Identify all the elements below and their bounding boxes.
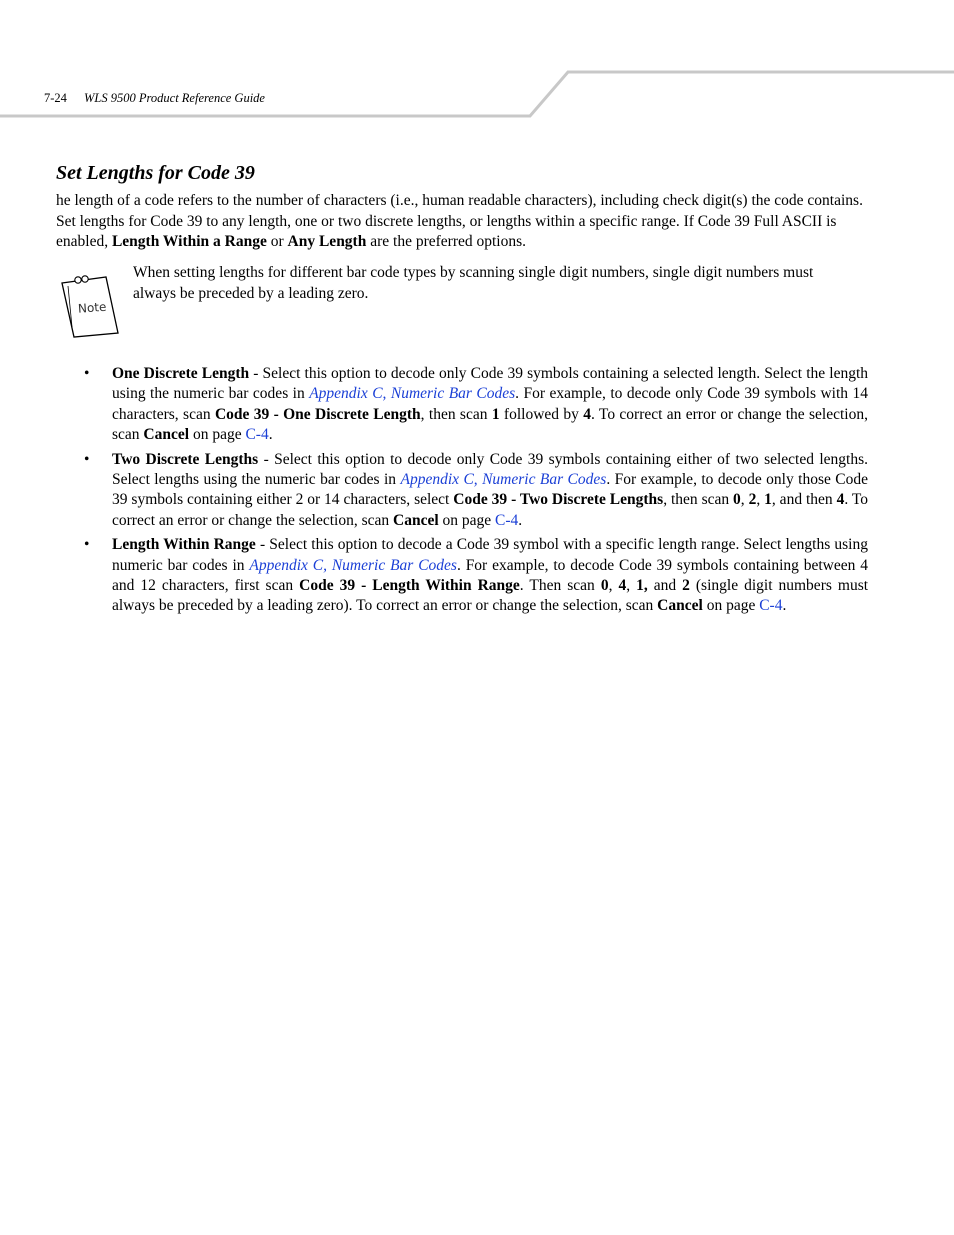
bullet-marker: • — [84, 450, 90, 468]
bullet-marker: • — [84, 365, 90, 382]
appendix-link[interactable]: Appendix C, Numeric Bar Codes — [249, 556, 457, 574]
list-item: • Two Discrete Lengths - Select this option to decode only Code 39 symbols containing either of two selected lengths. Select lengths using the numeric bar codes in Appendix C, Numeric Bar Codes. For example, to decode only those Code 39 symbols containing either 2 or 14 characters, select Code 39 - Two Discrete Lengths, then scan 0, 2, 1, and then 4. To correct an error or change the selection, scan Cancel on page C-4. — [84, 450, 869, 529]
bullet-marker: • — [84, 536, 90, 554]
note-icon-label: Note — [77, 299, 107, 316]
section-title: Set Lengths for Code 39 — [56, 162, 255, 184]
header-rule — [0, 0, 954, 130]
appendix-link[interactable]: Appendix C, Numeric Bar Codes — [309, 385, 516, 403]
page-number: 7-24 — [44, 91, 67, 105]
appendix-link[interactable]: Appendix C, Numeric Bar Codes — [400, 470, 607, 488]
note-text: When setting lengths for different bar code types by scanning single digit numbers, single digit numbers must always be preceded by a leading zero. — [133, 264, 814, 302]
note-icon — [58, 271, 122, 341]
page-link[interactable]: C-4 — [759, 597, 783, 615]
intro-paragraph: he length of a code refers to the number of characters (i.e., human readable characters), including check digit(s) the code contains. Set lengths for Code 39 to any length, one or two discrete lengths, or lengths within a specific range. If Code 39 Full ASCII is enabled, Length Within a Range or Any Length are the preferred options. — [56, 192, 863, 250]
guide-title: WLS 9500 Product Reference Guide — [84, 91, 265, 105]
option-list — [84, 364, 868, 621]
list-item: • One Discrete Length - Select this option to decode only Code 39 symbols containing a selected length. Select the length using the numeric bar codes in Appendix C, Numeric Bar Codes. For example, to decode only Code 39 symbols with 14 characters, scan Code 39 - One Discrete Length, then scan 1 followed by 4. To correct an error or change the selection, scan Cancel on page C-4. — [84, 365, 869, 443]
page-link[interactable]: C-4 — [245, 425, 269, 443]
page-link[interactable]: C-4 — [495, 511, 519, 529]
list-item: • Length Within Range - Select this option to decode a Code 39 symbol with a specific length range. Select lengths using numeric bar codes in Appendix C, Numeric Bar Codes. For example, to decode Code 39 symbols containing between 4 and 12 characters, first scan Code 39 - Length Within Range. Then scan 0, 4, 1, and 2 (single digit numbers must always be preceded by a leading zero). To correct an error or change the selection, scan Cancel on page C-4. — [84, 536, 869, 615]
